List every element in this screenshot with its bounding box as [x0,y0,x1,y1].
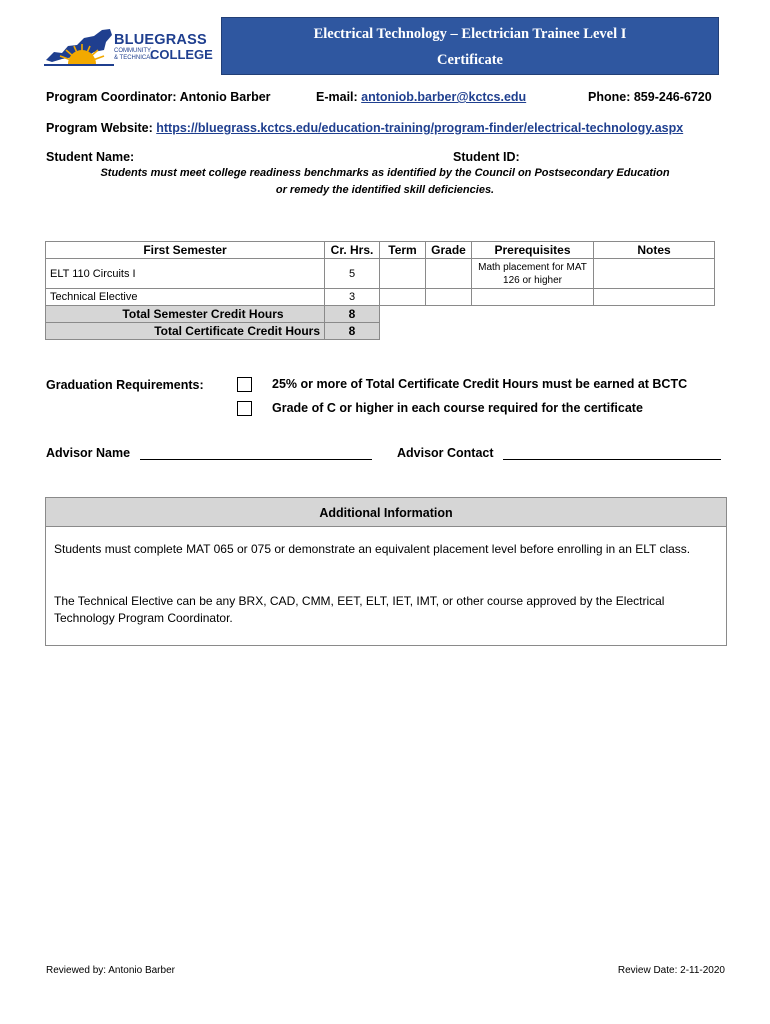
phone-info [588,90,712,104]
logo-subtext [114,48,154,61]
total-certificate-value: 8 [325,323,380,340]
advisor-name-label: Advisor Name [46,446,131,460]
requirement-2-text: Grade of C or higher in each course required for the certificate [272,401,643,415]
header-grade: Grade [426,242,472,259]
prerequisite-cell [472,289,594,306]
course-name: ELT 110 Circuits I [46,259,325,289]
term-cell[interactable] [380,289,426,306]
course-credits: 5 [325,259,380,289]
logo-college: COLLEGE [150,47,213,62]
additional-information-heading: Additional Information [46,498,726,527]
header-course: First Semester [46,242,325,259]
student-id-label: Student ID: [453,150,520,164]
email-info [316,90,526,104]
requirement-1-checkbox[interactable] [237,377,252,392]
coordinator-name: Antonio Barber [179,90,271,104]
college-logo [44,26,219,68]
total-certificate-row [46,323,715,340]
title-line-2: Certificate [436,52,503,68]
coordinator-label: Program Coordinator: [46,90,177,104]
total-certificate-label: Total Certificate Credit Hours [46,323,325,340]
header-prerequisites: Prerequisites [472,242,594,259]
advisor-name-field [46,446,372,460]
total-semester-label: Total Semester Credit Hours [46,306,325,323]
website-link[interactable]: https://bluegrass.kctcs.edu/education-training/program-finder/electrical-technology.aspx [156,121,684,135]
additional-paragraph-1: Students must complete MAT 065 or 075 or demonstrate an equivalent placement level before enrolling in an ELT class. [54,542,691,556]
term-cell[interactable] [380,259,426,289]
readiness-note-1: Students must meet college readiness benchmarks as identified by the Council on Postsecondary Education [100,167,670,179]
grade-cell[interactable] [426,259,472,289]
phone-number: 859-246-6720 [633,90,712,104]
logo-name: BLUEGRASS [114,32,207,48]
requirement-2-checkbox[interactable] [237,401,252,416]
student-name-label: Student Name: [46,150,135,164]
notes-cell[interactable] [594,289,715,306]
header-notes: Notes [594,242,715,259]
table-header-row [46,242,715,259]
prerequisite-cell: Math placement for MAT 126 or higher [472,259,594,289]
website-label: Program Website: [46,121,153,135]
total-semester-value: 8 [325,306,380,323]
header-credit-hours: Cr. Hrs. [325,242,380,259]
phone-label: Phone: [588,90,631,104]
grade-cell[interactable] [426,289,472,306]
kentucky-map-icon [44,26,116,68]
reviewed-by: Reviewed by: Antonio Barber [46,965,175,976]
advisor-contact-field [397,446,721,460]
total-semester-row [46,306,715,323]
advisor-name-input[interactable] [140,447,372,460]
additional-information-box [45,497,727,646]
review-date: Review Date: 2-11-2020 [617,965,725,976]
header-term: Term [380,242,426,259]
email-link[interactable]: antoniob.barber@kctcs.edu [361,90,527,104]
course-table [45,241,715,340]
advisor-contact-label: Advisor Contact [397,446,494,460]
logo-sub-1: COMMUNITY [114,48,151,54]
course-credits: 3 [325,289,380,306]
notes-cell[interactable] [594,259,715,289]
program-website [46,121,683,135]
program-coordinator [46,90,271,104]
requirement-1-text: 25% or more of Total Certificate Credit Hours must be earned at BCTC [272,377,688,391]
advisor-contact-input[interactable] [503,447,721,460]
readiness-note-2: or remedy the identified skill deficiencies. [275,184,495,196]
table-row [46,259,715,289]
table-row [46,289,715,306]
title-line-1: Electrical Technology – Electrician Trainee Level I [313,26,627,42]
additional-paragraph-2: The Technical Elective can be any BRX, CAD, CMM, EET, ELT, IET, IMT, or other course approved by the Electrical Technology Program Coordinator. [54,594,665,625]
email-label: E-mail: [316,90,358,104]
graduation-requirements-label: Graduation Requirements: [46,378,204,392]
certificate-title-box [221,17,719,75]
logo-sub-2: & TECHNICAL [114,54,154,61]
course-name: Technical Elective [46,289,325,306]
